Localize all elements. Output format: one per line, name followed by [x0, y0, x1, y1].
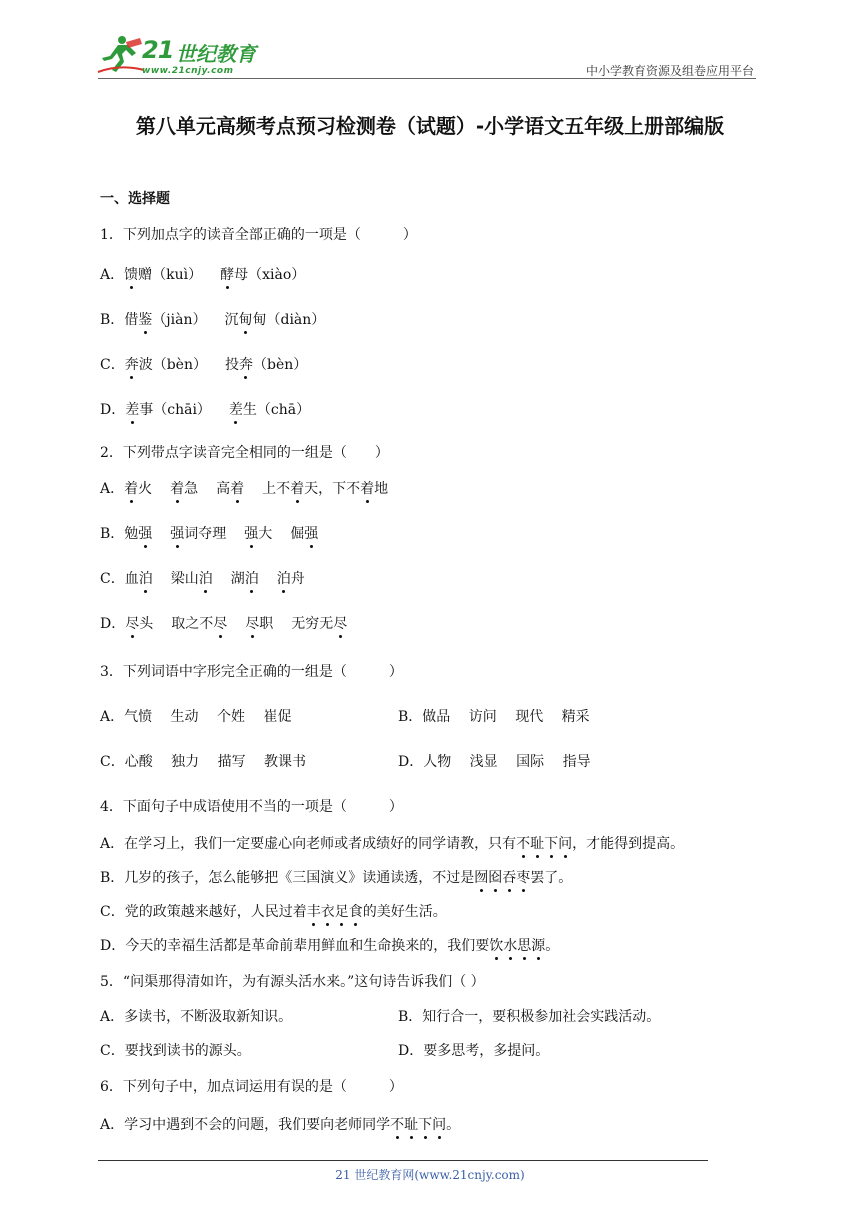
option-text: 舟 — [290, 571, 305, 587]
question-1-stem: 1．下列加点字的读音全部正确的一项是（ ） — [100, 227, 417, 243]
option-text: 职 — [259, 616, 274, 632]
dotted-char: 奔 — [124, 357, 139, 373]
option-label: A． — [100, 481, 125, 497]
option-text: 头 — [139, 616, 154, 632]
option-text: A．学习中遇到不会的问题，我们要向老师同学 — [100, 1117, 391, 1133]
question-2-stem: 2．下列带点字读音完全相同的一组是（ ） — [100, 445, 389, 461]
logo-url: www.21cnjy.com — [142, 66, 234, 76]
question-1-option-a[interactable] — [100, 266, 305, 284]
dotted-char: 着 — [230, 481, 245, 497]
dotted-char: 思 — [517, 938, 532, 954]
question-5-option-a[interactable]: A．多读书，不断汲取新知识。 — [100, 1009, 293, 1025]
dotted-char: 问 — [558, 836, 573, 852]
dotted-char: 不 — [516, 836, 531, 852]
page-header — [0, 0, 860, 80]
dotted-char: 馈 — [124, 267, 139, 283]
dotted-char: 着 — [290, 481, 305, 497]
dotted-char: 尽 — [125, 616, 140, 632]
dotted-char: 强 — [138, 526, 153, 542]
section-heading: 一、选择题 — [100, 191, 170, 207]
question-5-option-c[interactable]: C．要找到读书的源头。 — [100, 1043, 251, 1059]
dotted-char: 枣 — [516, 870, 531, 886]
option-text: ，才能得到提高。 — [572, 836, 685, 852]
option-text: 波（bèn） — [138, 357, 207, 373]
dotted-char: 强 — [244, 526, 259, 542]
option-text: 无穷无 — [291, 616, 334, 632]
dotted-char: 吞 — [502, 870, 517, 886]
option-text: 的美好生活。 — [362, 904, 447, 920]
footer-divider — [98, 1160, 708, 1161]
page-title: 第八单元高频考点预习检测卷（试题）-小学语文五年级上册部编版 — [135, 114, 725, 138]
dotted-char: 差 — [125, 402, 140, 418]
dotted-char: 泊 — [138, 571, 153, 587]
footer-link[interactable]: 21 世纪教育网(www.21cnjy.com) — [335, 1168, 525, 1182]
dotted-char: 囫 — [474, 870, 489, 886]
question-5-option-b[interactable]: B．知行合一，要积极参加社会实践活动。 — [398, 1009, 661, 1025]
option-text: 上不 — [262, 481, 291, 497]
question-1-option-d[interactable] — [100, 401, 310, 419]
option-text: 赠（kuì） — [138, 267, 203, 283]
dotted-char: 饮 — [489, 938, 504, 954]
question-2-option-d[interactable] — [100, 615, 347, 633]
dotted-char: 下 — [544, 836, 559, 852]
dotted-char: 不 — [390, 1117, 405, 1133]
option-text: 大 — [258, 526, 273, 542]
dotted-char: 下 — [418, 1117, 433, 1133]
dotted-char: 丰 — [306, 904, 321, 920]
dotted-char: 鉴 — [138, 312, 153, 328]
dotted-char: 奔 — [238, 357, 253, 373]
question-3-option-d[interactable]: D．人物 浅显 国际 指导 — [398, 754, 591, 770]
option-text: 。 — [545, 938, 560, 954]
platform-tagline: 中小学教育资源及组卷应用平台 — [585, 64, 754, 78]
option-text: 词夺理 — [184, 526, 227, 542]
option-label: A． — [100, 267, 125, 283]
dotted-char: 食 — [348, 904, 363, 920]
question-2-option-c[interactable] — [100, 570, 305, 588]
question-2-option-a[interactable] — [100, 480, 388, 498]
option-label: C． — [100, 357, 125, 373]
dotted-char: 泊 — [276, 571, 291, 587]
runner-logo-icon — [96, 34, 146, 78]
option-text: 甸（diàn） — [252, 312, 326, 328]
logo-text: 世纪教育 — [176, 42, 256, 66]
dotted-char: 着 — [170, 481, 185, 497]
question-3-option-c[interactable]: C．心酸 独力 描写 教课书 — [100, 754, 307, 770]
option-text: 梁山 — [170, 571, 199, 587]
question-4-option-c[interactable] — [100, 903, 447, 921]
dotted-char: 水 — [503, 938, 518, 954]
option-text: 事（chāi） — [139, 402, 211, 418]
header-divider — [98, 78, 756, 79]
option-label: D． — [100, 616, 126, 632]
question-6-stem: 6．下列句子中，加点词运用有误的是（ ） — [100, 1079, 403, 1095]
option-text: （jiàn） — [152, 312, 207, 328]
option-text: 取之不 — [171, 616, 214, 632]
question-5-stem: 5．“问渠那得清如许，为有源头活水来。”这句诗告诉我们（ ） — [100, 974, 485, 990]
option-text: B．借 — [100, 312, 139, 328]
dotted-char: 耻 — [404, 1117, 419, 1133]
option-text: 生（chā） — [242, 402, 311, 418]
option-text: 天，下不 — [304, 481, 361, 497]
option-text: 倔 — [290, 526, 305, 542]
option-text: 沉 — [224, 312, 239, 328]
dotted-char: 强 — [170, 526, 185, 542]
dotted-phrase — [307, 904, 363, 920]
dotted-char: 泊 — [198, 571, 213, 587]
dotted-char: 着 — [124, 481, 139, 497]
dotted-char: 酵 — [220, 267, 235, 283]
dotted-char: 泊 — [244, 571, 259, 587]
dotted-phrase — [489, 938, 545, 954]
dotted-phrase — [390, 1117, 446, 1133]
option-text: （bèn） — [252, 357, 308, 373]
question-4-stem: 4．下面句子中成语使用不当的一项是（ ） — [100, 799, 403, 815]
question-1-option-b[interactable] — [100, 311, 325, 329]
site-logo[interactable] — [96, 34, 266, 78]
option-text: 湖 — [230, 571, 245, 587]
question-1-option-c[interactable] — [100, 356, 307, 374]
dotted-char: 耻 — [530, 836, 545, 852]
question-3-option-b[interactable]: B．做品 访问 现代 精采 — [398, 709, 590, 725]
dotted-char: 源 — [531, 938, 546, 954]
dotted-char: 尽 — [333, 616, 348, 632]
dotted-phrase — [474, 870, 530, 886]
option-text: 地 — [374, 481, 389, 497]
option-text: 罢了。 — [530, 870, 573, 886]
dotted-char: 着 — [360, 481, 375, 497]
dotted-char: 甸 — [238, 312, 253, 328]
logo-number: 21 — [142, 36, 174, 64]
dotted-char: 囵 — [488, 870, 503, 886]
option-text: B．勉 — [100, 526, 139, 542]
question-2-option-b[interactable] — [100, 525, 318, 543]
option-text: 。 — [446, 1117, 461, 1133]
dotted-phrase — [516, 836, 572, 852]
option-text: C．血 — [100, 571, 139, 587]
dotted-char: 足 — [334, 904, 349, 920]
question-3-option-a[interactable]: A．气愤 生动 个姓 崔促 — [100, 709, 292, 725]
option-text: D．今天的幸福生活都是革命前辈用鲜血和生命换来的，我们要 — [100, 938, 490, 954]
option-text: 投 — [224, 357, 239, 373]
question-4-option-b[interactable] — [100, 869, 572, 887]
option-text: A．在学习上，我们一定要虚心向老师或者成绩好的同学请教，只有 — [100, 836, 517, 852]
option-text: 火 — [138, 481, 153, 497]
dotted-char: 衣 — [320, 904, 335, 920]
option-text: 母（xiào） — [234, 267, 306, 283]
question-3-stem: 3．下列词语中字形完全正确的一组是（ ） — [100, 664, 403, 680]
question-4-option-d[interactable] — [100, 937, 559, 955]
dotted-char: 尽 — [213, 616, 228, 632]
question-5-option-d[interactable]: D．要多思考，多提问。 — [398, 1043, 550, 1059]
question-6-option-a[interactable] — [100, 1116, 460, 1134]
dotted-char: 问 — [432, 1117, 447, 1133]
dotted-char: 强 — [304, 526, 319, 542]
option-text: 急 — [184, 481, 199, 497]
dotted-char: 尽 — [245, 616, 260, 632]
option-text: B．几岁的孩子，怎么能够把《三国演义》读通读透，不过是 — [100, 870, 475, 886]
question-4-option-a[interactable] — [100, 835, 684, 853]
option-text: 高 — [216, 481, 231, 497]
dotted-char: 差 — [228, 402, 243, 418]
option-text: C．党的政策越来越好，人民过着 — [100, 904, 307, 920]
option-label: D． — [100, 402, 126, 418]
